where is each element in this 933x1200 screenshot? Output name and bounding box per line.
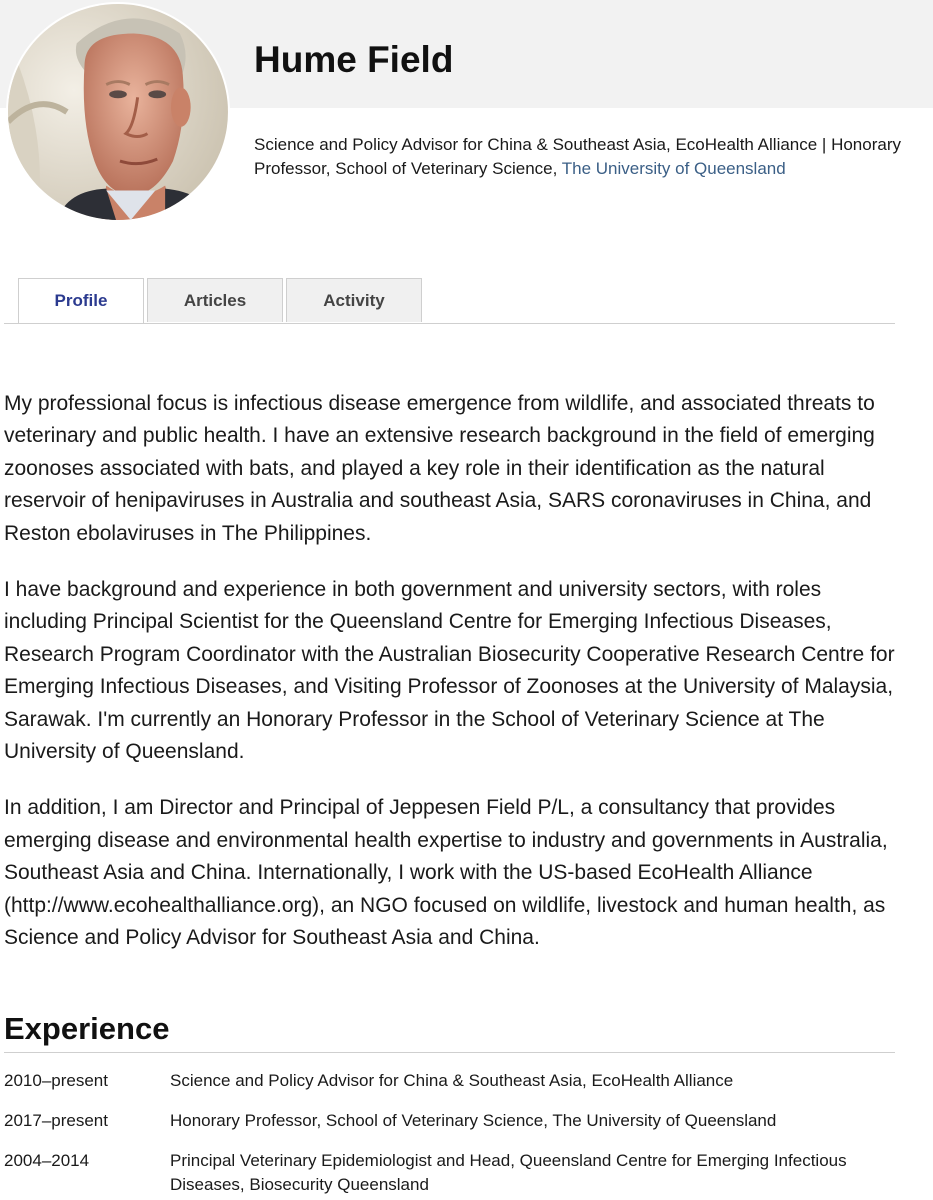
experience-role: Science and Policy Advisor for China & Southeast Asia, EcoHealth Alliance xyxy=(170,1071,734,1090)
experience-heading: Experience xyxy=(4,1011,170,1046)
experience-row xyxy=(4,1149,904,1197)
profile-name: Hume Field xyxy=(254,39,454,80)
experience-dates: 2004–2014 xyxy=(4,1151,90,1170)
bio-section xyxy=(4,388,904,979)
subtitle-text: Science and Policy Advisor for China & Southeast Asia, EcoHealth Alliance | Honorary Professor, School of Veterinary Science, xyxy=(254,135,901,178)
avatar-photo-icon xyxy=(8,4,228,220)
bio-paragraph: In addition, I am Director and Principal of Jeppesen Field P/L, a consultancy that provides emerging disease and environmental health expertise to industry and governments in Australia, Southeast Asia and China. Internationally, I work with the US-based EcoHealth Alliance (http://www.ecohealthalliance.org), an NGO focused on wildlife, livestock and human health, as Science and Policy Advisor for Southeast Asia and China. xyxy=(4,796,888,950)
bio-paragraph: My professional focus is infectious disease emergence from wildlife, and associated threats to veterinary and public health. I have an extensive research background in the field of emerging zoonoses associated with bats, and played a key role in their identification as the natural reservoir of henipaviruses in Australia and southeast Asia, SARS coronaviruses in China, and Reston ebolaviruses in The Philippines. xyxy=(4,392,875,545)
avatar xyxy=(6,2,230,222)
experience-dates: 2017–present xyxy=(4,1111,108,1130)
experience-dates: 2010–present xyxy=(4,1071,108,1090)
experience-divider xyxy=(4,1052,895,1053)
tab-profile[interactable]: Profile xyxy=(18,278,144,323)
bio-paragraph: I have background and experience in both government and university sectors, with roles including Principal Scientist for the Queensland Centre for Emerging Infectious Diseases, Research Program Coordinator with the Australian Biosecurity Cooperative Research Centre for Emerging Infectious Diseases, and Visiting Professor of Zoonoses at the University of Malaysia, Sarawak. I'm currently an Honorary Professor in the School of Veterinary Science at The University of Queensland. xyxy=(4,578,895,764)
experience-row xyxy=(4,1109,904,1133)
profile-subtitle xyxy=(254,133,914,181)
experience-role: Honorary Professor, School of Veterinary Science, The University of Queensland xyxy=(170,1111,777,1130)
tab-articles[interactable]: Articles xyxy=(147,278,283,322)
experience-list xyxy=(4,1069,904,1200)
experience-role: Principal Veterinary Epidemiologist and Head, Queensland Centre for Emerging Infectious Diseases, Biosecurity Queensland xyxy=(170,1151,847,1194)
experience-row xyxy=(4,1069,904,1093)
university-link[interactable]: The University of Queensland xyxy=(561,159,786,178)
profile-tabs xyxy=(4,278,895,324)
tab-activity[interactable]: Activity xyxy=(286,278,422,322)
